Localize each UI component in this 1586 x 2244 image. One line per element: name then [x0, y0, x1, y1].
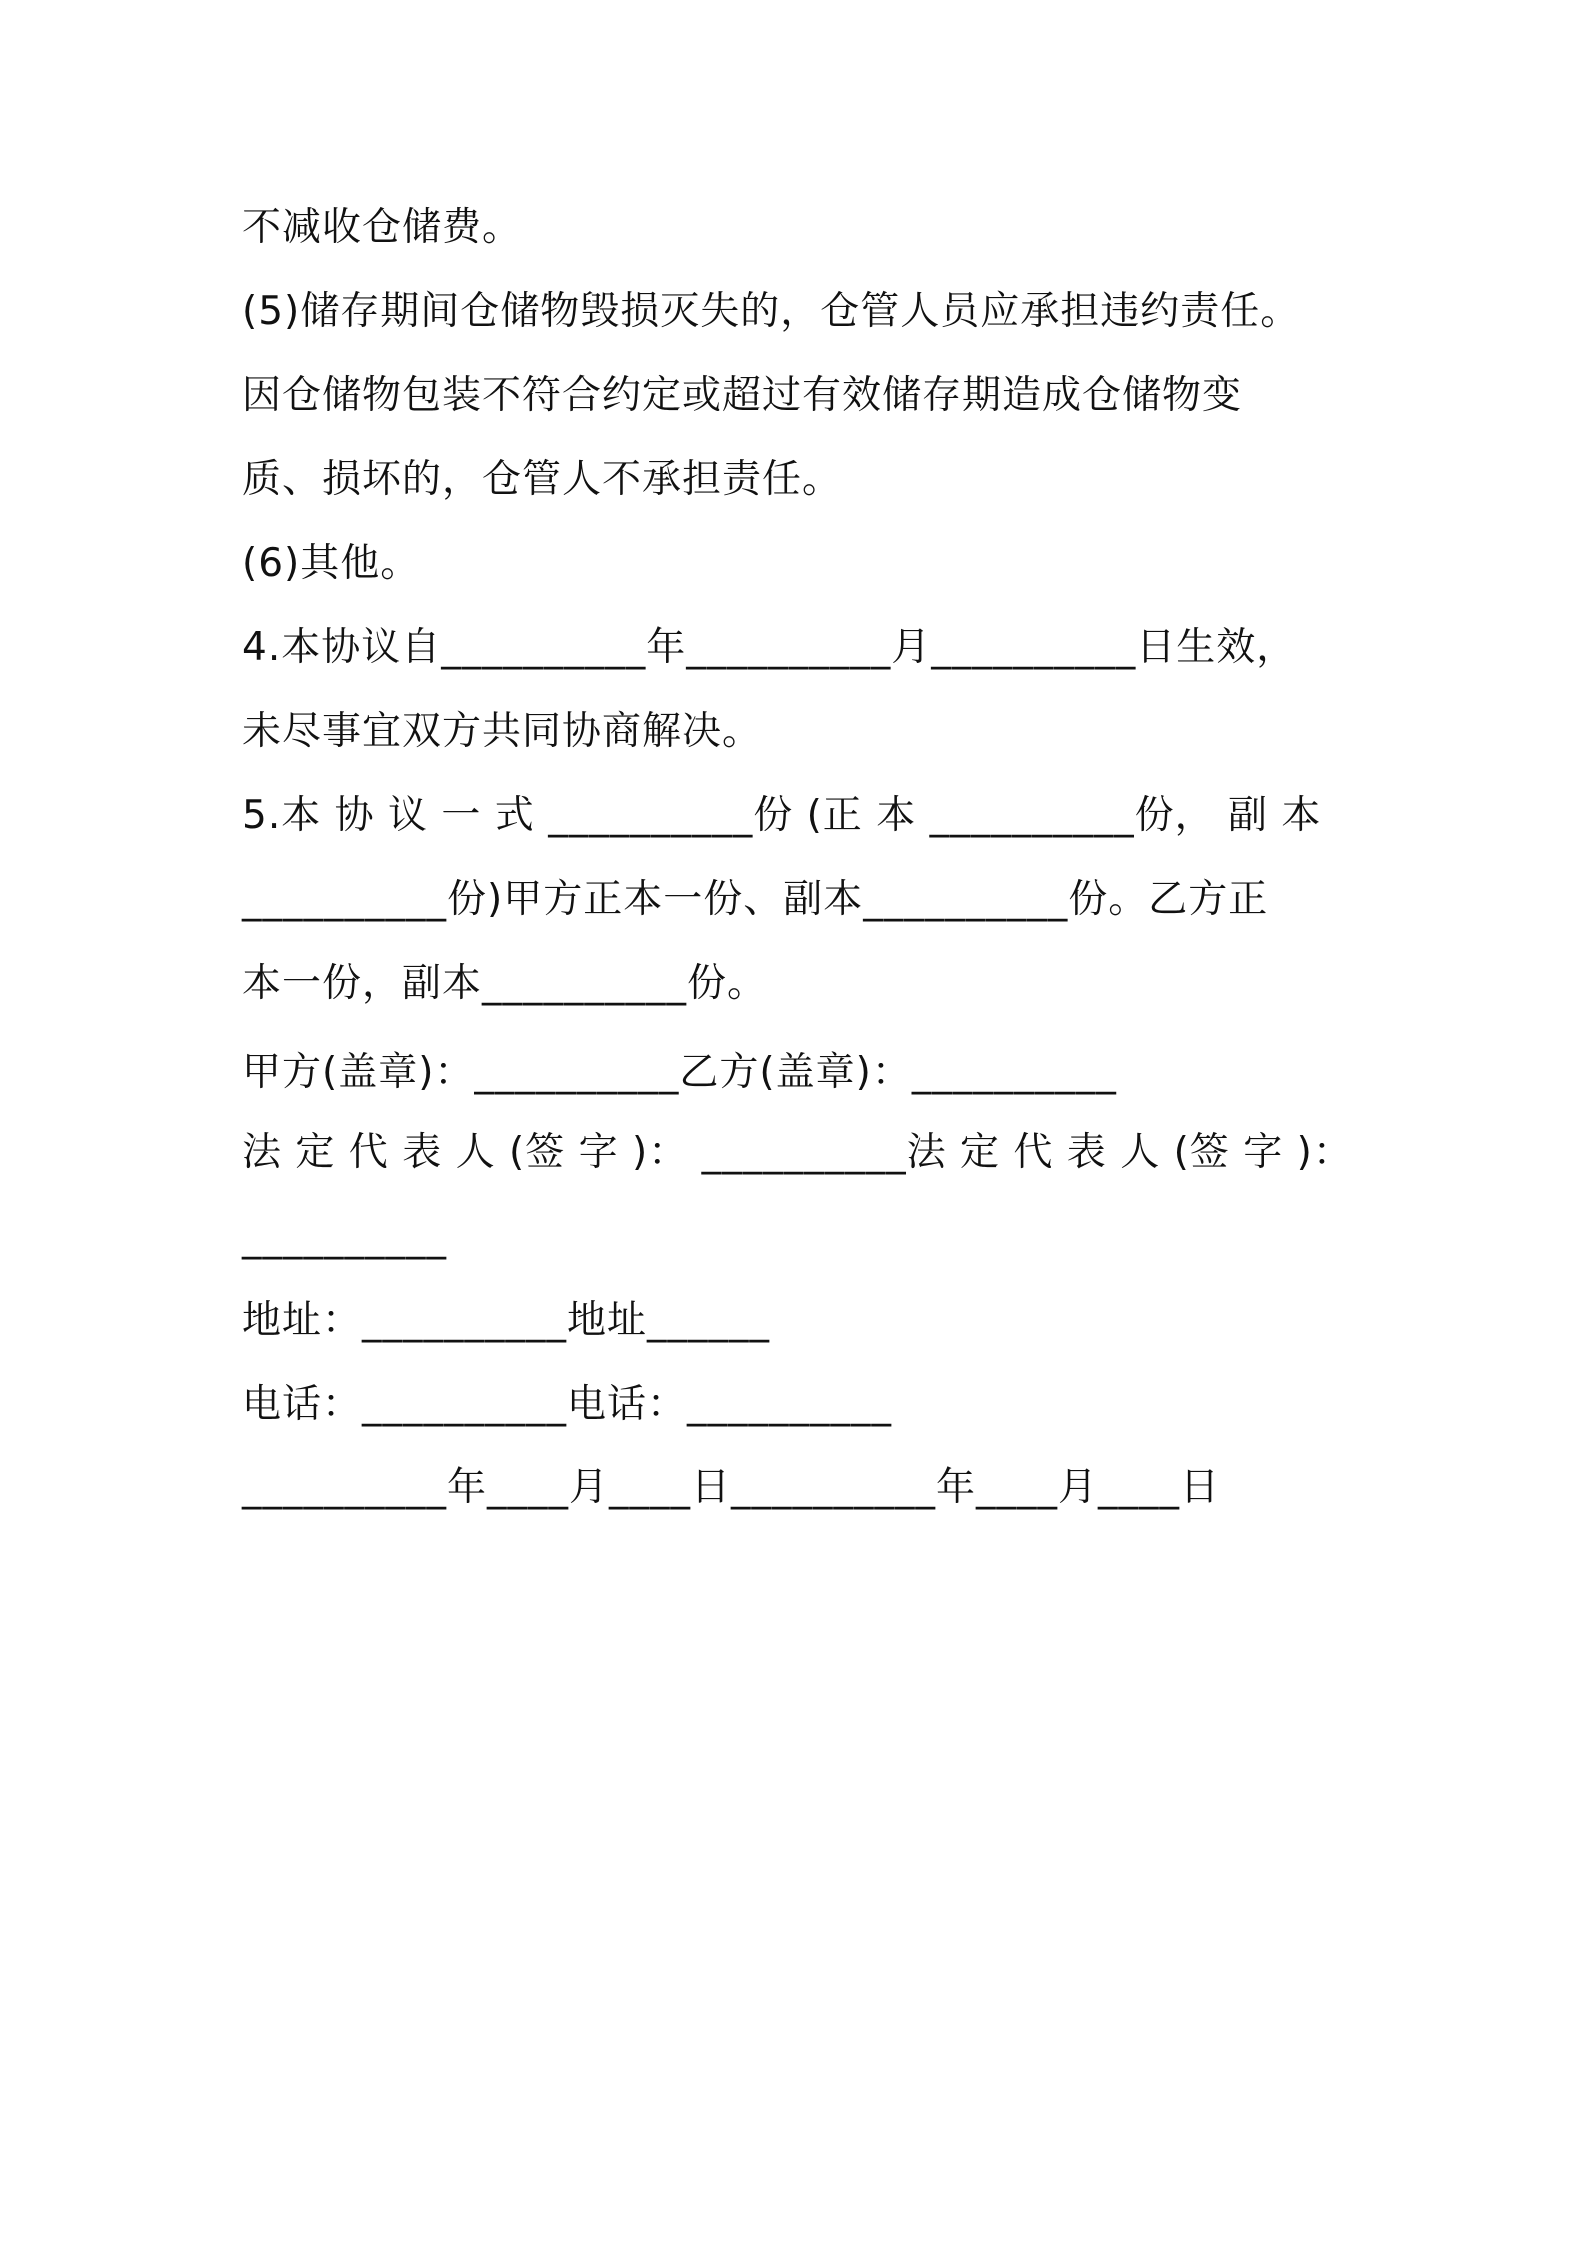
article-4-effective-date: 4.本协议自__________年__________月__________日生效， [242, 625, 1297, 670]
text-line-packaging: 因仓储物包装不符合约定或超过有效储存期造成仓储物变 [242, 373, 1243, 418]
address-line: 地址：__________地址______ [242, 1298, 771, 1343]
clause-5-liability: (5)储存期间仓储物毁损灭失的，仓管人员应承担违约责任。 [242, 289, 1301, 334]
text-line-reduce-fee: 不减收仓储费。 [242, 205, 523, 250]
clause-6-other: (6)其他。 [242, 541, 421, 586]
legal-representative-line: 法 定 代 表 人 (签 字 )： __________法 定 代 表 人 (签 字 )： [242, 1130, 1353, 1175]
article-5-copies: 5.本 协 议 一 式 __________份 (正 本 __________份， 副 本 [242, 793, 1322, 838]
date-line: __________年____月____日__________年____月____日 [242, 1465, 1221, 1510]
text-line-copies-party-a: __________份)甲方正本一份、副本__________份。乙方正 [242, 877, 1269, 922]
text-line-copies-party-b: 本一份，副本__________份。 [242, 961, 768, 1006]
text-line-damage: 质、损坏的，仓管人不承担责任。 [242, 457, 843, 502]
legal-representative-blank: __________ [242, 1215, 447, 1260]
phone-line: 电话：__________电话：__________ [242, 1382, 893, 1427]
signature-seal-line: 甲方(盖章)：__________乙方(盖章)：__________ [242, 1050, 1117, 1095]
text-line-negotiation: 未尽事宜双方共同协商解决。 [242, 709, 763, 754]
